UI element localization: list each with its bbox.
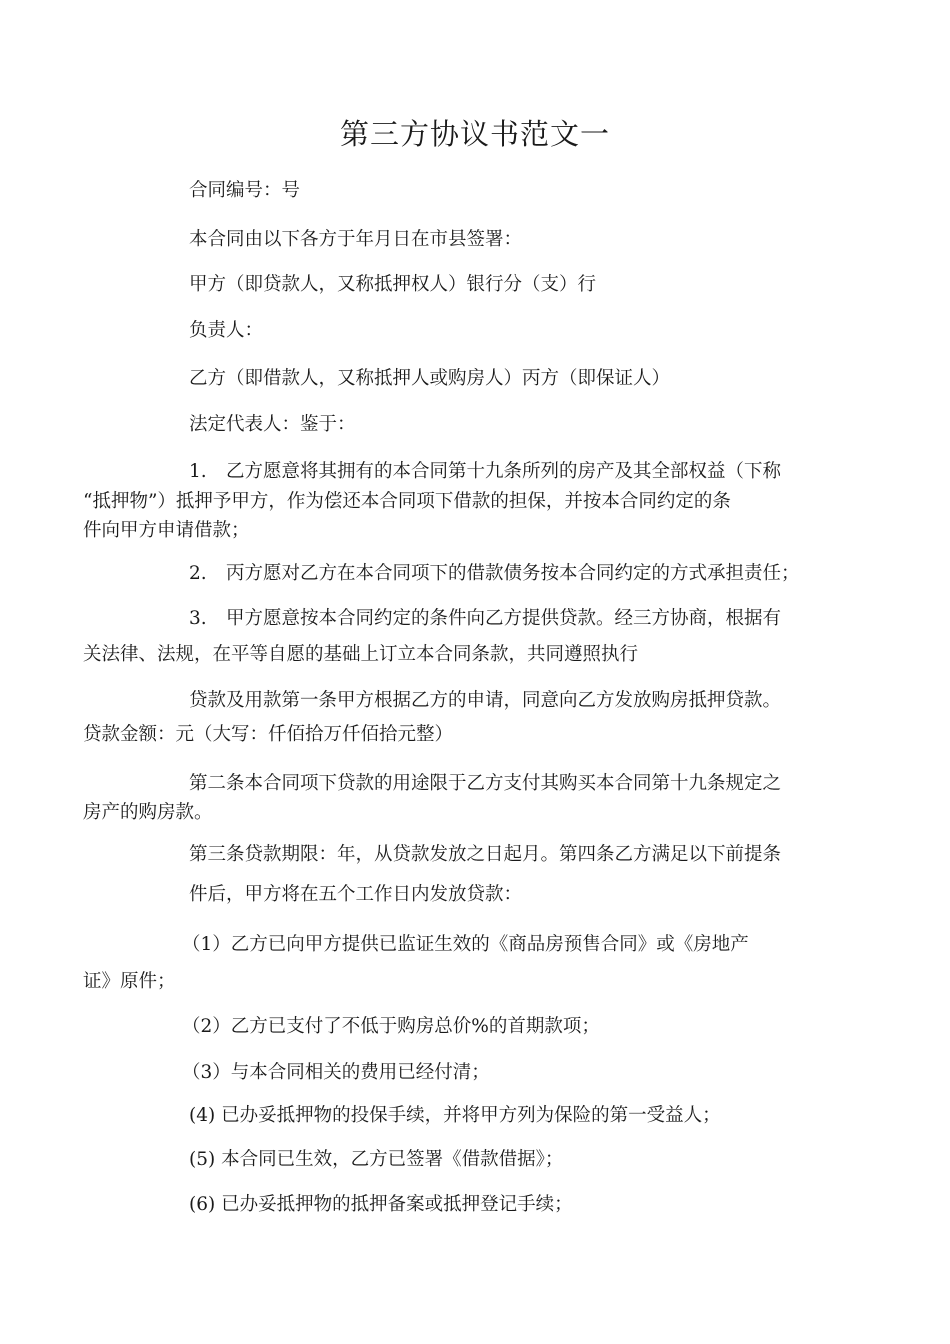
article-2-cont: 房产的购房款。 (83, 802, 213, 823)
recital-item (189, 602, 781, 635)
condition-item: （1）乙方已向甲方提供已监证生效的《商品房预售合同》或《房地产 (182, 934, 749, 955)
condition-item: (6) 已办妥抵押物的抵押备案或抵押登记手续； (189, 1194, 573, 1215)
article-1: 贷款及用款第一条甲方根据乙方的申请，同意向乙方发放购房抵押贷款。 (189, 690, 782, 711)
condition-item: (4) 已办妥抵押物的投保手续，并将甲方列为保险的第一受益人； (189, 1105, 721, 1126)
recital-number: 3. (189, 608, 207, 629)
recital-text-cont: “抵押物”）抵押予甲方，作为偿还本合同项下借款的担保，并按本合同约定的条 (83, 491, 731, 512)
recital-item (189, 455, 781, 488)
party-a: 甲方（即贷款人，又称抵押权人）银行分（支）行 (189, 274, 597, 295)
recital-text: 乙方愿意将其拥有的本合同第十九条所列的房产及其全部权益（下称 (226, 461, 782, 482)
condition-item: （3）与本合同相关的费用已经付清； (182, 1062, 490, 1083)
responsible-person: 负责人： (189, 320, 264, 341)
condition-item-cont: 证》原件； (83, 971, 176, 992)
recital-number: 1. (189, 461, 207, 482)
signing-line: 本合同由以下各方于年月日在市县签署： (189, 229, 523, 250)
contract-number: 合同编号：号 (189, 180, 301, 201)
legal-representative: 法定代表人：鉴于： (189, 414, 356, 435)
recital-text-cont: 件向甲方申请借款； (83, 520, 250, 541)
article-3-cont: 件后，甲方将在五个工作日内发放贷款： (189, 884, 523, 905)
recital-text: 丙方愿对乙方在本合同项下的借款债务按本合同约定的方式承担责任； (226, 563, 800, 584)
condition-item: (5) 本合同已生效，乙方已签署《借款借据》； (189, 1149, 564, 1170)
recital-text: 甲方愿意按本合同约定的条件向乙方提供贷款。经三方协商，根据有 (226, 608, 782, 629)
article-1-cont: 贷款金额：元（大写：仟佰拾万仟佰拾元整） (83, 724, 454, 745)
article-3: 第三条贷款期限：年，从贷款发放之日起月。第四条乙方满足以下前提条 (189, 844, 782, 865)
condition-item: （2）乙方已支付了不低于购房总价%的首期款项； (182, 1016, 600, 1037)
document-title: 第三方协议书范文一 (339, 117, 610, 151)
recital-item (189, 557, 800, 590)
recital-number: 2. (189, 563, 207, 584)
recital-text-cont: 关法律、法规，在平等自愿的基础上订立本合同条款，共同遵照执行 (83, 644, 639, 665)
party-b: 乙方（即借款人，又称抵押人或购房人）丙方（即保证人） (189, 368, 671, 389)
article-2: 第二条本合同项下贷款的用途限于乙方支付其购买本合同第十九条规定之 (189, 773, 782, 794)
